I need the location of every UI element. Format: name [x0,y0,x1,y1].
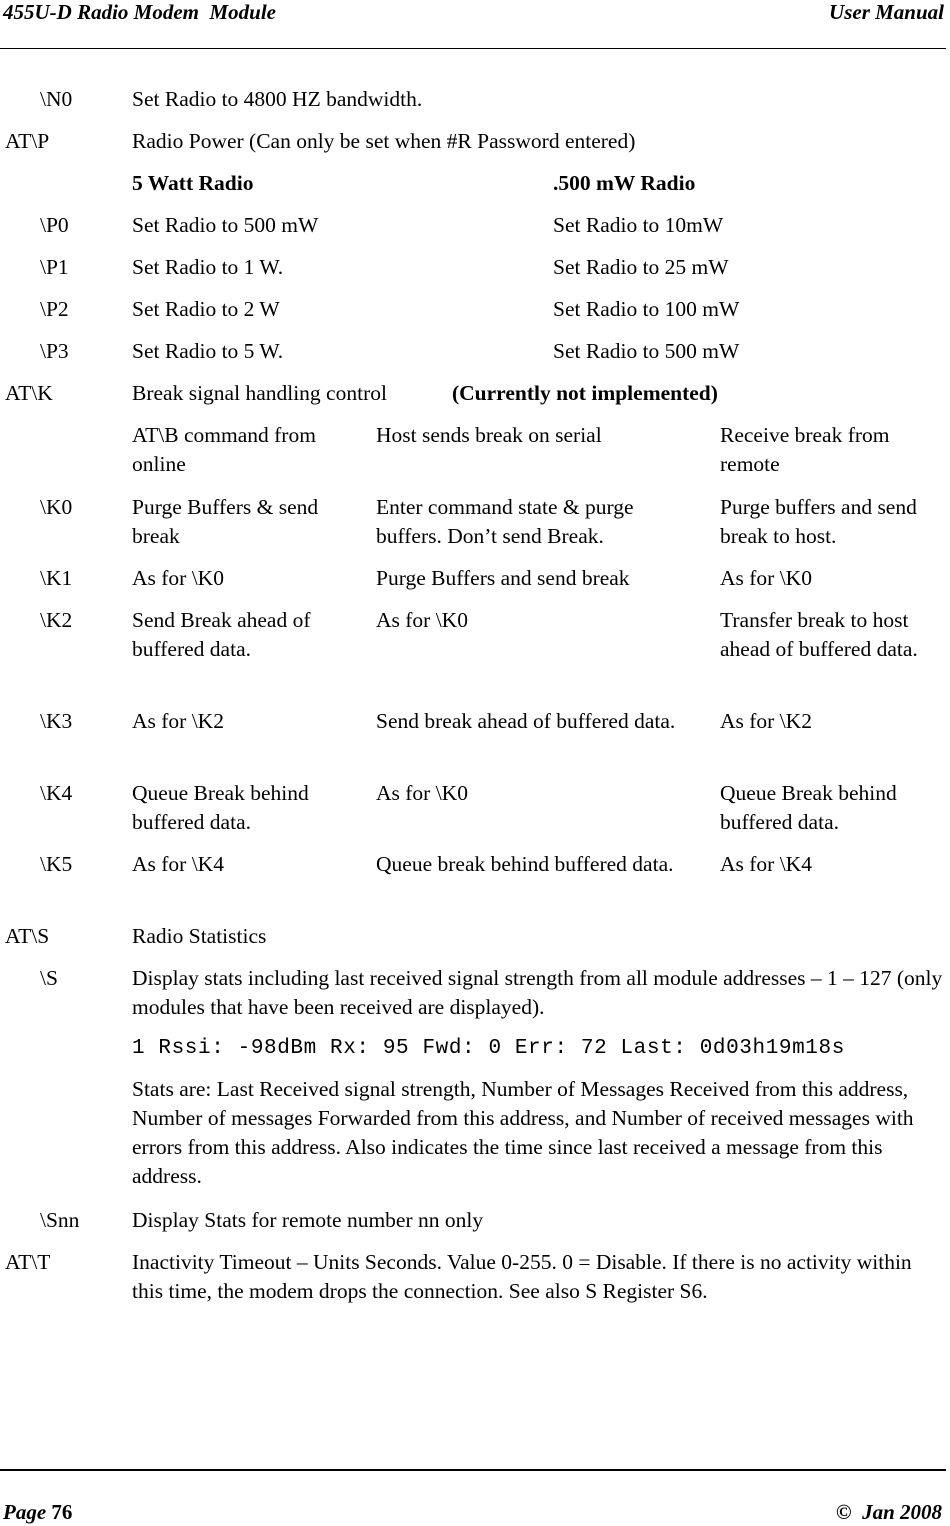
k3-cmd: \K3 [40,709,73,733]
k5-c3: As for \K4 [720,852,812,876]
k1-c3: As for \K0 [720,566,812,590]
k5-c1: As for \K4 [132,852,224,876]
atp-col1-header: 5 Watt Radio [132,171,254,195]
header-rule [0,48,946,49]
k1-cmd: \K1 [40,566,73,590]
atk-desc: Break signal handling control [132,381,387,405]
p0-500mw: Set Radio to 10mW [553,213,724,237]
p0-5w: Set Radio to 500 mW [132,213,319,237]
att-cmd: AT\T [5,1250,51,1274]
k2-c1: Send Break ahead of buffered data. [132,608,311,661]
snn-desc: Display Stats for remote number nn only [132,1208,484,1232]
k4-cmd: \K4 [40,781,73,805]
atp-desc: Radio Power (Can only be set when #R Password entered) [132,129,636,153]
footer-copyright: © Jan 2008 [835,1500,942,1524]
p1-500mw: Set Radio to 25 mW [553,255,729,279]
k0-c2: Enter command state & purge buffers. Don’t send Break. [376,495,634,548]
p3-5w: Set Radio to 5 W. [132,339,284,363]
n0-desc: Set Radio to 4800 HZ bandwidth. [132,87,423,111]
p2-500mw: Set Radio to 100 mW [553,297,740,321]
ats-desc: Radio Statistics [132,924,267,948]
atk-col3-header: Receive break from remote [720,423,890,476]
page-header [3,0,944,26]
p1-cmd: \P1 [40,255,69,279]
header-right: User Manual [829,0,944,24]
k2-c3: Transfer break to host ahead of buffered data. [720,608,918,661]
k3-c2: Send break ahead of buffered data. [376,709,676,733]
p3-cmd: \P3 [40,339,69,363]
p1-5w: Set Radio to 1 W. [132,255,284,279]
header-title: 455U-D Radio Modem Module [3,0,276,24]
snn-cmd: \Snn [40,1208,80,1232]
footer-page [3,1500,72,1525]
stats-example: 1 Rssi: -98dBm Rx: 95 Fwd: 0 Err: 72 Last: 0d03h19m18s [132,1037,845,1060]
k0-c1: Purge Buffers & send break [132,495,319,548]
atk-col1-header: AT\B command from online [132,423,316,476]
atk-cmd: AT\K [5,381,53,405]
k3-c1: As for \K2 [132,709,224,733]
footer-rule [0,1469,946,1471]
footer-page-label: Page [3,1500,47,1524]
s-cmd: \S [40,966,58,990]
ats-cmd: AT\S [5,924,50,948]
p2-cmd: \P2 [40,297,69,321]
k1-c1: As for \K0 [132,566,224,590]
n0-cmd: \N0 [40,87,73,111]
atk-col2-header: Host sends break on serial [376,423,602,447]
k1-c2: Purge Buffers and send break [376,566,630,590]
p3-500mw: Set Radio to 500 mW [553,339,740,363]
p0-cmd: \P0 [40,213,69,237]
k0-c3: Purge buffers and send break to host. [720,495,917,548]
p2-5w: Set Radio to 2 W [132,297,280,321]
k3-c3: As for \K2 [720,709,812,733]
stats-explanation: Stats are: Last Received signal strength, Number of Messages Received from this address, Number of messages Forwarded from this address, and Number of received messages with errors from this address. Also indicates the time since last received a message from this address. [132,1077,914,1188]
k5-c2: Queue break behind buffered data. [376,852,674,876]
k5-cmd: \K5 [40,852,73,876]
page-number: 76 [51,1500,73,1524]
atp-cmd: AT\P [5,129,50,153]
s-desc: Display stats including last received signal strength from all module addresses – 1 – 127 (only modules that have been received are displayed). [132,966,943,1019]
k2-c2: As for \K0 [376,608,468,632]
k4-c2: As for \K0 [376,781,468,805]
k2-cmd: \K2 [40,608,73,632]
k4-c1: Queue Break behind buffered data. [132,781,309,834]
att-desc: Inactivity Timeout – Units Seconds. Value 0-255. 0 = Disable. If there is no activity within this time, the modem drops the connection. See also S Register S6. [132,1250,912,1303]
atp-col2-header: .500 mW Radio [553,171,696,195]
atk-note: (Currently not implemented) [452,381,718,405]
k4-c3: Queue Break behind buffered data. [720,781,897,834]
k0-cmd: \K0 [40,495,73,519]
